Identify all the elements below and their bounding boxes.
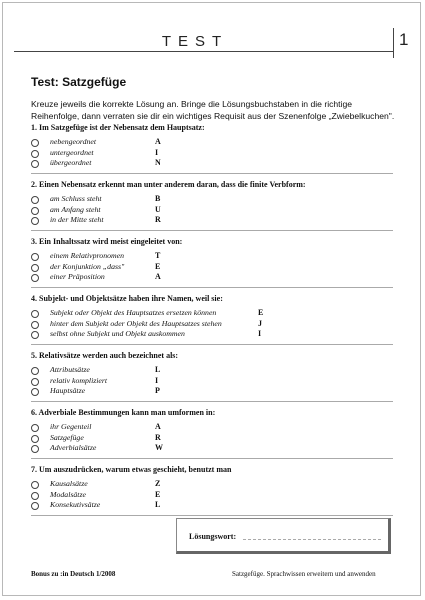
option-letter: P bbox=[155, 386, 160, 395]
question-text: 2. Einen Nebensatz erkennt man unter anderem daran, dass die finite Verbform: bbox=[31, 180, 306, 189]
footer-source: Bonus zu :in Deutsch 1/2008 bbox=[31, 570, 116, 578]
option-letter: E bbox=[155, 489, 161, 499]
radio-circle-icon[interactable] bbox=[31, 388, 39, 396]
radio-circle-icon[interactable] bbox=[31, 160, 39, 168]
question-text: 6. Adverbiale Bestimmungen kann man umformen in: bbox=[31, 408, 216, 417]
option-text: Satzgefüge bbox=[50, 432, 84, 442]
solution-word-box bbox=[176, 518, 391, 554]
header-separator bbox=[393, 28, 394, 58]
radio-circle-icon[interactable] bbox=[31, 378, 39, 386]
header-divider bbox=[14, 51, 393, 52]
option-letter: L bbox=[155, 365, 161, 374]
option-letter: I bbox=[155, 147, 159, 157]
question-divider bbox=[31, 344, 393, 345]
radio-circle-icon[interactable] bbox=[31, 274, 39, 282]
radio-circle-icon[interactable] bbox=[31, 445, 39, 453]
option-text: Modalsätze bbox=[50, 489, 86, 499]
radio-circle-icon[interactable] bbox=[31, 367, 39, 375]
option-text: ihr Gegenteil bbox=[50, 422, 92, 431]
option-letter: R bbox=[155, 432, 161, 442]
option-text: in der Mitte steht bbox=[50, 215, 104, 224]
question-divider bbox=[31, 230, 393, 231]
option-letter: A bbox=[155, 137, 161, 146]
radio-circle-icon[interactable] bbox=[31, 502, 39, 510]
answer-option[interactable] bbox=[0, 272, 425, 284]
option-letter: U bbox=[155, 204, 161, 214]
option-text: hinter dem Subjekt oder Objekt des Hauptsatzes stehen bbox=[50, 318, 222, 328]
radio-circle-icon[interactable] bbox=[31, 139, 39, 147]
question-text: 5. Relativsätze werden auch bezeichnet als: bbox=[31, 351, 179, 360]
answer-option[interactable] bbox=[0, 386, 425, 398]
radio-circle-icon[interactable] bbox=[31, 310, 39, 318]
option-text: einem Relativpronomen bbox=[50, 251, 124, 260]
radio-circle-icon[interactable] bbox=[31, 481, 39, 489]
option-text: übergeordnet bbox=[50, 158, 92, 167]
option-text: Kausalsätze bbox=[50, 479, 88, 488]
option-letter: B bbox=[155, 194, 161, 203]
question-divider bbox=[31, 401, 393, 402]
option-letter: E bbox=[258, 308, 264, 317]
radio-circle-icon[interactable] bbox=[31, 264, 39, 272]
radio-circle-icon[interactable] bbox=[31, 435, 39, 443]
question-divider bbox=[31, 173, 393, 174]
radio-circle-icon[interactable] bbox=[31, 492, 39, 500]
radio-circle-icon[interactable] bbox=[31, 321, 39, 329]
option-letter: L bbox=[155, 500, 161, 509]
option-text: Konsekutivsätze bbox=[50, 500, 101, 509]
option-letter: W bbox=[155, 443, 163, 452]
footer-topic: Satzgefüge. Sprachwissen erweitern und anwenden bbox=[232, 570, 376, 578]
option-letter: I bbox=[258, 329, 262, 338]
radio-circle-icon[interactable] bbox=[31, 150, 39, 158]
intro-text: Kreuze jeweils die korrekte Lösung an. Bringe die Lösungsbuchstaben in die richtige Reihenfolge, dann verraten sie dir ein wichtiges Requisit aus der Szenenfolge „Zwiebelkuchen". bbox=[31, 99, 395, 121]
question-text: 4. Subjekt- und Objektsätze haben ihre Namen, weil sie: bbox=[31, 294, 223, 303]
answer-option[interactable] bbox=[0, 443, 425, 455]
page-number: 1 bbox=[399, 30, 409, 49]
option-letter: A bbox=[155, 272, 161, 281]
answer-option[interactable] bbox=[0, 215, 425, 227]
radio-circle-icon[interactable] bbox=[31, 217, 39, 225]
question-text: 7. Um auszudrücken, warum etwas geschieht, benutzt man bbox=[31, 465, 232, 474]
option-letter: R bbox=[155, 215, 161, 224]
option-text: nebengeordnet bbox=[50, 137, 97, 146]
option-letter: J bbox=[258, 318, 262, 328]
option-text: relativ kompliziert bbox=[50, 375, 108, 385]
option-text: am Schluss steht bbox=[50, 194, 102, 203]
question-divider bbox=[31, 458, 393, 459]
option-letter: I bbox=[155, 375, 159, 385]
test-title: Test: Satzgefüge bbox=[31, 75, 127, 89]
option-text: Adverbialsätze bbox=[50, 443, 97, 452]
question-text: 3. Ein Inhaltssatz wird meist eingeleitet von: bbox=[31, 237, 183, 246]
radio-circle-icon[interactable] bbox=[31, 253, 39, 261]
answer-option[interactable] bbox=[0, 158, 425, 170]
answer-option[interactable] bbox=[0, 500, 425, 512]
solution-word-label: Lösungswort: bbox=[189, 532, 237, 541]
answer-option[interactable] bbox=[0, 329, 425, 341]
radio-circle-icon[interactable] bbox=[31, 196, 39, 204]
option-text: der Konjunktion „dass" bbox=[50, 261, 125, 271]
option-letter: N bbox=[155, 158, 161, 167]
header-title: TEST bbox=[161, 33, 229, 50]
option-letter: E bbox=[155, 261, 161, 271]
question-divider bbox=[31, 287, 393, 288]
option-text: selbst ohne Subjekt und Objekt auskommen bbox=[50, 329, 185, 338]
option-text: einer Präposition bbox=[50, 272, 105, 281]
option-text: untergeordnet bbox=[50, 147, 94, 157]
radio-circle-icon[interactable] bbox=[31, 331, 39, 339]
option-text: Subjekt oder Objekt des Hauptsatzes ersetzen können bbox=[50, 308, 217, 317]
option-text: Hauptsätze bbox=[50, 386, 86, 395]
question-text: 1. Im Satzgefüge ist der Nebensatz dem Hauptsatz: bbox=[31, 123, 205, 132]
solution-word-input[interactable] bbox=[243, 539, 381, 541]
option-letter: Z bbox=[155, 479, 161, 488]
option-text: Attributsätze bbox=[50, 365, 90, 374]
option-letter: A bbox=[155, 422, 161, 431]
radio-circle-icon[interactable] bbox=[31, 424, 39, 432]
option-text: am Anfang steht bbox=[50, 204, 101, 214]
radio-circle-icon[interactable] bbox=[31, 207, 39, 215]
option-letter: T bbox=[155, 251, 161, 260]
question-divider bbox=[31, 515, 393, 516]
